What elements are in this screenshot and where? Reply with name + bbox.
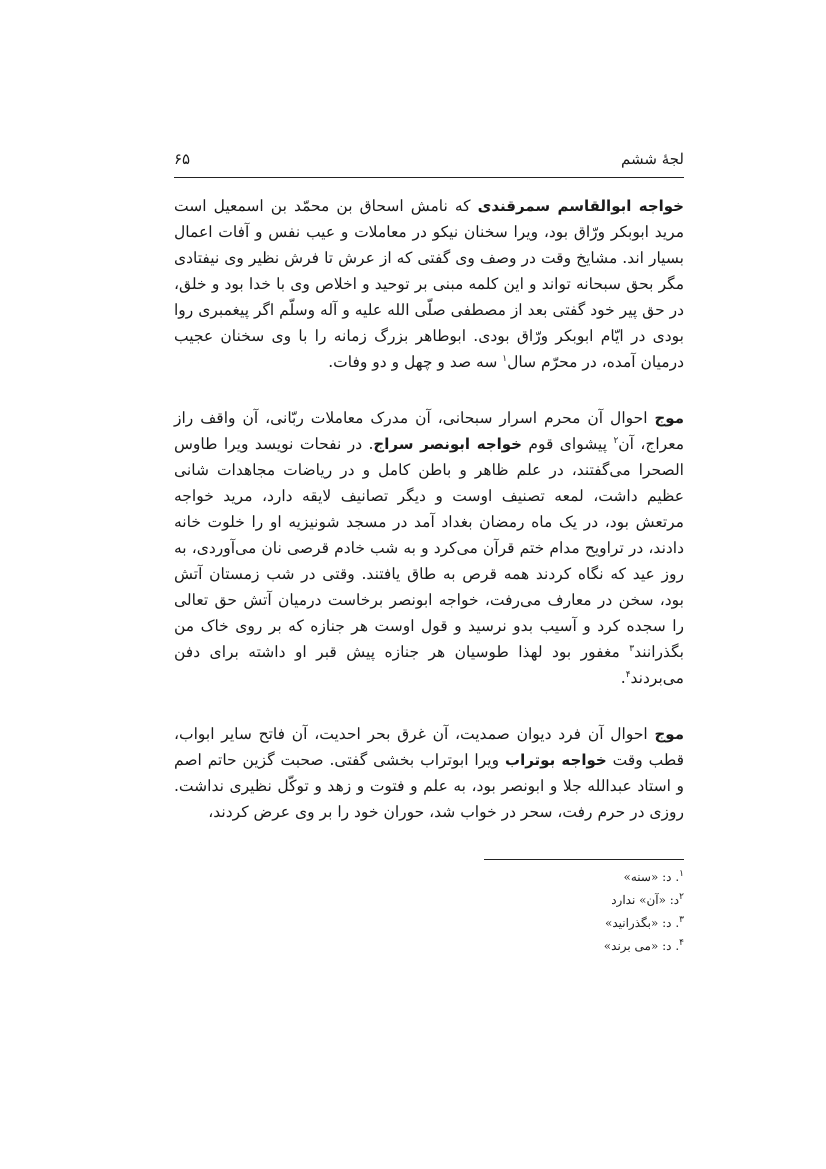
paragraph-text: احوال آن محرم اسرار سبحانی، آن مدرک معاملات ربّانی، آن واقف راز معراج، آن — [174, 409, 684, 453]
footnote-number: ۴ — [679, 938, 684, 948]
paragraph-text: احوال آن فرد دیوان صمدیت، آن غرق بحر احدیت، آن فاتح سایر ابواب، قطب وقت — [174, 725, 684, 769]
footnote-number: ۲ — [679, 892, 684, 902]
footnote-number: ۳ — [679, 915, 684, 925]
paragraph-text: . در نفحات نویسد ویرا طاوس الصحرا می‌گفتند، در علم ظاهر و باطن کامل و در ریاضات مجاهدات شانی عظیم داشت، لمعه تصنیف اوست و دیگر تصانیف لایقه دارد، مرید خواجه مرتعش بود، در یک ماه رمضان بغداد آمد در مسجد شونیزیه او را خلوت خانه دادند، در تراویح مدام ختم قرآن می‌کرد و به شب خادم قرصی نان می‌آوردی، به روز عید که نگاه کردند همه قرص به طاق یافتند. وقتی در شب زمستان آتش بود، سخن در معارف می‌رفت، خواجه ابونصر برخاست درمیان آتش حق تعالی را سجده کرد و آسیب بدو نرسید و قول اوست هر جنازه که بر روی خاک من بگذرانند — [174, 435, 684, 661]
footnote-text: د: «آن» ندارد — [611, 893, 680, 907]
running-title: لجۀ ششم — [621, 150, 684, 168]
main-text — [174, 193, 684, 855]
section-label: موج — [654, 725, 684, 743]
footnote-item — [484, 935, 684, 958]
person-name: خواجه ابوالقاسم سمرقندی — [477, 197, 684, 215]
paragraph-3 — [174, 721, 684, 825]
paragraph-text: که نامش اسحاق بن محمّد بن اسمعیل است مرید ابوبکر ورّاق بود، ویرا سخنان نیکو در معاملات و عیب نفس و آفات اعمال بسیار اند. مشایخ وقت در وصف وی گفتی که از عرش تا فرش نظیر وی نیفتادی مگر بحق سبحانه تواند و این کلمه مبنی بر توحید و اخلاص وی با خدا بود و خلق، در حق پیر خود گفتی بعد از مصطفی صلّی الله علیه و آله وسلّم اگر پیغمبری روا بودی در ایّام ابوبکر ورّاق بودی. ابوطاهر بزرگ زمانه را با وی سخنان عجیب درمیان آمده، در محرّم سال — [174, 197, 684, 371]
paragraph-text: پیشوای قوم — [522, 435, 614, 453]
footnote-marker: ۲ — [613, 435, 619, 446]
footnote-text: . د: «می برند» — [603, 939, 680, 953]
paragraph-1 — [174, 193, 684, 375]
footnote-number: ۱ — [679, 869, 684, 879]
page-header — [174, 150, 684, 176]
footnote-text: . د: «سنه» — [623, 870, 680, 884]
footnote-marker: ۳ — [629, 643, 635, 654]
paragraph-text: ویرا ابوتراب بخشی گفتی. صحبت گزین حاتم اصم و استاد عبدالله جلا و ابونصر بود، به علم و فتوت و زهد و توکّل نظیری نداشت. روزی در حرم رفت، سحر در خواب شد، حوران خود را بر وی عرض کردند، — [174, 751, 684, 821]
paragraph-text: . — [620, 669, 626, 687]
paragraph-text: سه صد و چهل و دو وفات. — [328, 353, 503, 371]
header-divider — [174, 177, 684, 178]
footnote-marker: ۱ — [502, 353, 508, 364]
footnotes — [484, 866, 684, 958]
paragraph-text: مغفور بود لهذا طوسیان هر جنازه پیش قبر او داشته برای دفن می‌بردند — [174, 643, 684, 687]
footnote-text: . د: «بگذرانید» — [604, 916, 680, 930]
footnote-item — [484, 866, 684, 889]
person-name: خواجه بوتراب — [505, 751, 607, 769]
paragraph-2 — [174, 405, 684, 691]
page-number: ۶۵ — [174, 150, 191, 168]
footnote-item — [484, 912, 684, 935]
footnote-divider — [484, 859, 684, 860]
footnote-marker: ۴ — [625, 669, 631, 680]
section-label: موج — [654, 409, 684, 427]
footnote-item — [484, 889, 684, 912]
person-name: خواجه ابونصر سراج — [373, 435, 522, 453]
